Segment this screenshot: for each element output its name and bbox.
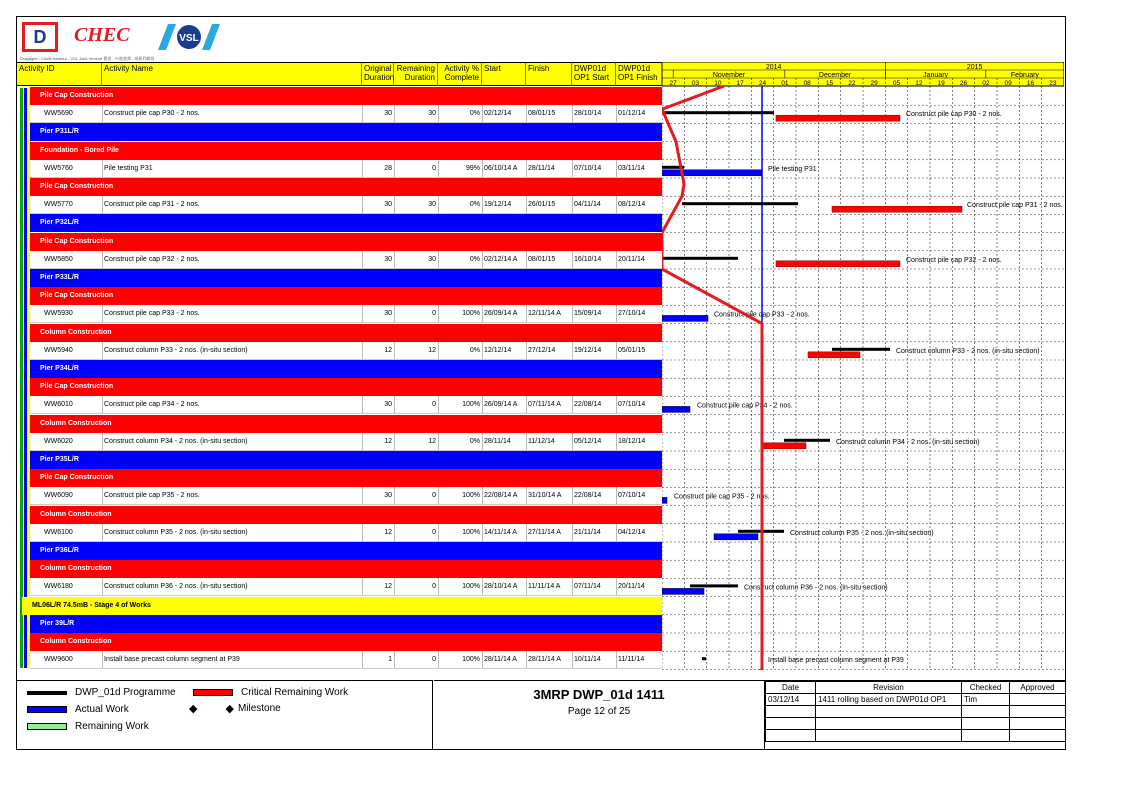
cell-pct: 0% — [469, 201, 480, 209]
cell-name: Construct pile cap P31 - 2 nos. — [104, 201, 200, 209]
month-label: December — [818, 72, 852, 79]
header-original-duration: Original Duration — [362, 62, 394, 86]
week-label: 29 — [870, 80, 878, 87]
bar-label: Pile testing P31 — [768, 165, 817, 173]
page-number: Page 12 of 25 — [567, 706, 631, 717]
wbs-band-red — [30, 87, 662, 105]
cell-finish: 12/11/14 A — [528, 310, 561, 318]
actual-bar — [662, 315, 708, 321]
cell-ds: 10/11/14 — [574, 656, 601, 664]
wbs-label: ML06L/R 74.5mB - Stage 4 of Works — [32, 601, 151, 609]
cell-name: Construct column P35 - 2 nos. (in-situ section) — [104, 528, 248, 536]
week-label: 17 — [736, 80, 744, 87]
wbs-label: Column Construction — [40, 419, 112, 427]
cell-rd: 12 — [428, 346, 436, 354]
cell-rd: 12 — [428, 437, 436, 445]
actual-bar — [662, 170, 762, 176]
programme-bar — [784, 439, 830, 442]
cell-id: WW6100 — [44, 528, 73, 536]
activity-row — [30, 305, 662, 323]
wbs-band-red — [30, 415, 662, 433]
cell-finish: 08/01/15 — [528, 110, 556, 118]
cell-start: 22/08/14 A — [484, 492, 518, 500]
critical-bar — [776, 115, 900, 121]
cell-name: Construct pile cap P32 - 2 nos. — [104, 255, 200, 263]
programme-bar — [662, 111, 774, 114]
legend-actual — [27, 704, 129, 715]
cell-rd: 0 — [432, 164, 436, 172]
activity-row — [30, 342, 662, 360]
wbs-band-red — [30, 233, 662, 251]
cell-ds: 07/10/14 — [574, 164, 602, 172]
cell-finish: 27/12/14 — [528, 346, 556, 354]
cell-name: Construct pile cap P30 - 2 nos. — [104, 110, 200, 118]
cell-start: 28/10/14 A — [484, 583, 518, 591]
rev-header-revision: Revision — [816, 682, 962, 694]
cell-rd: 0 — [432, 492, 436, 500]
week-label: 24 — [758, 80, 767, 87]
cell-ds: 05/12/14 — [574, 437, 602, 445]
activity-row — [30, 251, 662, 269]
bar-label: Install base precast column segment at P39 — [768, 657, 904, 665]
cell-rd: 0 — [432, 583, 436, 591]
wbs-band-red — [30, 287, 662, 305]
cell-od: 30 — [384, 401, 392, 409]
cell-finish: 27/11/14 A — [528, 528, 561, 536]
cell-id: WW6010 — [44, 401, 73, 409]
cell-id: WW9600 — [44, 656, 73, 664]
cell-pct: 100% — [462, 528, 480, 536]
milestone-diamond-icon: ◆ — [189, 703, 198, 715]
wbs-label: Column Construction — [40, 565, 112, 573]
header-activity-id: Activity ID — [17, 62, 102, 86]
cell-name: Pile testing P31 — [104, 164, 153, 172]
week-label: 19 — [937, 80, 945, 87]
cell-od: 28 — [384, 164, 392, 172]
cell-finish: 07/11/14 A — [528, 401, 561, 409]
cell-rd: 0 — [432, 401, 436, 409]
cell-start: 26/09/14 A — [484, 310, 518, 318]
rev-checked: Tim — [962, 694, 1010, 706]
critical-bar — [832, 206, 962, 212]
document-title: 3MRP DWP_01d 1411 — [533, 687, 665, 702]
bar-label: Construct pile cap P31 - 2 nos. — [967, 202, 1063, 210]
cell-od: 30 — [384, 255, 392, 263]
cell-finish: 31/10/14 A — [528, 492, 562, 500]
bar-label: Construct column P36 - 2 nos. (in-situ section) — [744, 584, 888, 592]
bar-label: Construct pile cap P34 - 2 nos. — [697, 402, 793, 410]
cell-name: Construct column P33 - 2 nos. (in-situ section) — [104, 346, 248, 354]
header-finish: Finish — [526, 62, 572, 86]
wbs-band-blue — [30, 123, 662, 141]
cell-pct: 0% — [469, 255, 480, 263]
cell-start: 19/12/14 — [484, 201, 512, 209]
cell-rd: 30 — [428, 255, 436, 263]
revision-table — [764, 680, 1066, 749]
legend-actual-label: Actual Work — [75, 704, 129, 715]
critical-bar — [762, 443, 806, 449]
cell-name: Construct column P34 - 2 nos. (in-situ section) — [104, 437, 248, 445]
cell-rd: 30 — [428, 110, 436, 118]
legend-milestone — [189, 702, 281, 715]
activity-row — [30, 487, 662, 505]
cell-df: 03/11/14 — [618, 164, 645, 172]
legend-programme-swatch — [27, 691, 67, 695]
cell-pct: 100% — [462, 656, 480, 664]
week-label: 05 — [892, 80, 901, 87]
activity-row — [30, 524, 662, 542]
cell-pct: 100% — [462, 401, 480, 409]
wbs-band-blue — [30, 615, 662, 633]
critical-bar — [776, 261, 900, 267]
rev-description: 1411 rolling based on DWP01d OP1 — [816, 694, 962, 706]
rev-date: 03/12/14 — [766, 694, 816, 706]
legend — [17, 680, 433, 749]
cell-name: Construct pile cap P33 - 2 nos. — [104, 310, 200, 318]
wbs-label: Pile Cap Construction — [40, 292, 114, 300]
cell-finish: 28/11/14 A — [528, 656, 561, 664]
cell-id: WW5850 — [44, 255, 73, 263]
cell-ds: 16/10/14 — [574, 255, 602, 263]
cell-rd: 0 — [432, 656, 436, 664]
cell-od: 30 — [384, 201, 392, 209]
cell-id: WW6090 — [44, 492, 73, 500]
wbs-label: Column Construction — [40, 328, 112, 336]
actual-bar — [662, 588, 704, 594]
cell-id: WW5930 — [44, 310, 73, 318]
bar-label: Construct pile cap P32 - 2 nos. — [906, 256, 1002, 264]
wbs-band-blue — [30, 269, 662, 287]
logo-area — [18, 18, 318, 62]
month-label: January — [923, 72, 949, 79]
header-remaining-duration: Remaining Duration — [394, 62, 438, 86]
rev-header-checked: Checked — [962, 682, 1010, 694]
cell-start: 14/11/14 A — [484, 528, 517, 536]
week-label: 10 — [714, 80, 722, 87]
cell-start: 06/10/14 A — [484, 164, 518, 172]
programme-bar — [702, 657, 706, 660]
week-label: 26 — [959, 80, 968, 87]
cell-start: 26/09/14 A — [484, 401, 518, 409]
cell-finish: 26/01/15 — [528, 201, 556, 209]
wbs-label: Pile Cap Construction — [40, 474, 114, 482]
legend-programme — [27, 687, 176, 698]
activity-row — [30, 578, 662, 596]
wbs-label: Pier P34L/R — [40, 365, 79, 372]
wbs-label: Pier P35L/R — [40, 456, 79, 463]
wbs-label: Pile Cap Construction — [40, 92, 114, 99]
cell-pct: 100% — [462, 583, 480, 591]
cell-id: WW5770 — [44, 201, 73, 209]
cell-id: WW5690 — [44, 110, 73, 118]
cell-df: 20/11/14 — [618, 583, 645, 591]
programme-bar — [690, 584, 738, 587]
cell-start: 28/11/14 — [484, 437, 511, 445]
wbs-band-blue — [30, 542, 662, 560]
wbs-band-red — [30, 633, 662, 651]
cell-od: 1 — [388, 656, 392, 664]
bar-label: Construct column P34 - 2 nos. (in-situ section) — [836, 438, 980, 446]
cell-df: 05/01/15 — [618, 346, 646, 354]
week-label: 01 — [781, 80, 789, 87]
week-label: 15 — [825, 80, 834, 87]
cell-name: Install base precast column segment at P39 — [104, 656, 240, 664]
wbs-label: Pile Cap Construction — [40, 383, 114, 391]
header-activity-name: Activity Name — [102, 62, 362, 86]
bar-label: Construct column P35 - 2 nos. (in-situ section) — [790, 529, 934, 537]
dragages-logo-letter: D — [33, 27, 47, 47]
cell-od: 30 — [384, 492, 392, 500]
cell-start: 28/11/14 A — [484, 656, 517, 664]
week-label: 09 — [1004, 80, 1012, 87]
week-label: 12 — [915, 80, 923, 87]
legend-critical — [193, 687, 348, 698]
year-label: 2015 — [966, 64, 983, 71]
cell-pct: 99% — [465, 164, 480, 172]
chec-logo: CHEC — [74, 24, 130, 46]
cell-df: 27/10/14 — [618, 310, 646, 318]
legend-milestone-label: Milestone — [237, 703, 281, 714]
cell-pct: 0% — [469, 110, 480, 118]
activity-row — [30, 105, 662, 123]
actual-bar — [662, 406, 690, 412]
legend-programme-label: DWP_01d Programme — [75, 687, 176, 698]
cell-id: WW5760 — [44, 164, 73, 172]
header-percent-complete: Activity % Complete — [438, 62, 482, 86]
bar-label: Construct pile cap P30 - 2 nos. — [906, 111, 1002, 119]
wbs-label: Pile Cap Construction — [40, 183, 114, 190]
vsl-logo — [158, 22, 222, 52]
legend-actual-swatch — [27, 706, 67, 713]
cell-od: 30 — [384, 110, 392, 118]
header-dwp-start: DWP01d OP1 Start — [572, 62, 616, 86]
week-label: 22 — [848, 80, 856, 87]
cell-ds: 07/11/14 — [574, 583, 601, 591]
cell-start: 12/12/14 — [484, 346, 512, 354]
legend-remaining-label: Remaining Work — [75, 721, 149, 732]
month-label: November — [712, 72, 746, 79]
cell-name: Construct pile cap P35 - 2 nos. — [104, 492, 200, 500]
critical-bar — [808, 352, 860, 358]
week-label: 03 — [691, 80, 700, 87]
cell-id: WW5940 — [44, 346, 73, 354]
gantt-chart — [662, 62, 1064, 670]
wbs-band-blue — [30, 451, 662, 469]
cell-pct: 0% — [469, 346, 480, 354]
cell-ds: 15/09/14 — [574, 310, 602, 318]
cell-od: 12 — [384, 437, 392, 445]
cell-rd: 0 — [432, 528, 436, 536]
rev-approved — [1010, 694, 1066, 706]
wbs-band-red — [30, 469, 662, 487]
month-label: February — [1010, 72, 1039, 79]
wbs-label: Pier 39L/R — [40, 619, 75, 627]
rev-header-approved: Approved — [1010, 682, 1066, 694]
cell-df: 18/12/14 — [618, 437, 646, 445]
cell-df: 04/12/14 — [618, 528, 646, 536]
week-label: 27 — [669, 80, 677, 87]
cell-start: 02/12/14 A — [484, 255, 518, 263]
cell-od: 12 — [384, 528, 392, 536]
cell-ds: 22/08/14 — [574, 492, 602, 500]
title-block — [434, 680, 764, 749]
header-dwp-finish: DWP01d OP1 Finish — [616, 62, 662, 86]
wbs-label: Column Construction — [40, 510, 112, 518]
wbs-label: Pier P36L/R — [40, 547, 79, 554]
wbs-label: Pile Cap Construction — [40, 237, 114, 245]
cell-finish: 08/01/15 — [528, 255, 556, 263]
cell-start: 02/12/14 — [484, 110, 512, 118]
wbs-band-red — [30, 178, 662, 196]
bar-label: Construct pile cap P33 - 2 nos. — [714, 311, 810, 319]
cell-rd: 0 — [432, 310, 436, 318]
dragages-logo — [22, 22, 58, 52]
wbs-band-red — [30, 506, 662, 524]
wbs-band-yellow — [22, 597, 662, 615]
actual-bar — [714, 534, 758, 540]
cell-ds: 22/08/14 — [574, 401, 602, 409]
cell-name: Construct column P36 - 2 nos. (in-situ section) — [104, 583, 248, 591]
legend-remaining — [27, 721, 149, 732]
cell-finish: 11/11/14 A — [528, 583, 561, 591]
cell-df: 01/12/14 — [618, 110, 646, 118]
wbs-band-red — [30, 378, 662, 396]
cell-id: WW6180 — [44, 583, 73, 591]
milestone-diamond-icon-2: ◆ — [225, 703, 234, 715]
header-start: Start — [482, 62, 526, 86]
wbs-label: Pier P31L/R — [40, 128, 79, 136]
programme-bar — [662, 257, 738, 260]
gantt-svg — [662, 62, 1064, 670]
cell-ds: 19/12/14 — [574, 346, 602, 354]
cell-finish: 11/12/14 — [528, 437, 555, 445]
programme-bar — [682, 202, 798, 205]
bar-label: Construct column P33 - 2 nos. (in-situ section) — [896, 347, 1040, 355]
cell-id: WW6020 — [44, 437, 73, 445]
cell-ds: 21/11/14 — [574, 528, 601, 536]
legend-remaining-swatch — [27, 723, 67, 730]
cell-df: 07/10/14 — [618, 492, 646, 500]
activity-row — [30, 160, 662, 178]
legend-critical-label: Critical Remaining Work — [241, 687, 349, 698]
wbs-label: Foundation - Bored Pile — [40, 146, 119, 154]
rev-header-date: Date — [766, 682, 816, 694]
activity-row — [30, 433, 662, 451]
cell-od: 12 — [384, 346, 392, 354]
wbs-label: Pier P33L/R — [40, 274, 79, 281]
week-label: 02 — [982, 80, 990, 87]
vsl-logo-text: VSL — [179, 33, 199, 44]
week-label: 16 — [1026, 80, 1035, 87]
week-label: 23 — [1049, 80, 1057, 87]
cell-df: 08/12/14 — [618, 201, 646, 209]
wbs-band-blue — [30, 214, 662, 232]
cell-pct: 100% — [462, 310, 480, 318]
cell-rd: 30 — [428, 201, 436, 209]
wbs-band-blue — [30, 360, 662, 378]
legend-critical-swatch — [193, 689, 233, 696]
wbs-label: Pier P32L/R — [40, 219, 79, 227]
activity-row — [30, 196, 662, 214]
cell-df: 11/11/14 — [618, 656, 645, 664]
wbs-band-red — [30, 560, 662, 578]
wbs-band-red — [30, 324, 662, 342]
cell-ds: 04/11/14 — [574, 201, 601, 209]
cell-ds: 28/10/14 — [574, 110, 602, 118]
activity-row — [30, 396, 662, 414]
activity-row — [30, 651, 662, 669]
actual-bar — [662, 497, 667, 503]
cell-od: 12 — [384, 583, 392, 591]
cell-df: 20/11/14 — [618, 255, 645, 263]
wbs-band-red — [30, 142, 662, 160]
bar-label: Construct pile cap P35 - 2 nos. — [674, 493, 770, 501]
cell-od: 30 — [384, 310, 392, 318]
year-label: 2014 — [765, 64, 782, 71]
week-label: 08 — [803, 80, 811, 87]
cell-finish: 28/11/14 — [528, 164, 555, 172]
cell-pct: 0% — [469, 437, 480, 445]
wbs-label: Column Construction — [40, 638, 112, 645]
cell-name: Construct pile cap P34 - 2 nos. — [104, 401, 200, 409]
cell-pct: 100% — [462, 492, 480, 500]
logo-subtitle: Dragages - China Harbour - VSL Joint Venture 寶嘉 - 中港港灣 - 威勝利聯營 — [20, 56, 155, 61]
left-indicator-strips — [18, 88, 30, 668]
cell-df: 07/10/14 — [618, 401, 646, 409]
programme-bar — [832, 348, 890, 351]
